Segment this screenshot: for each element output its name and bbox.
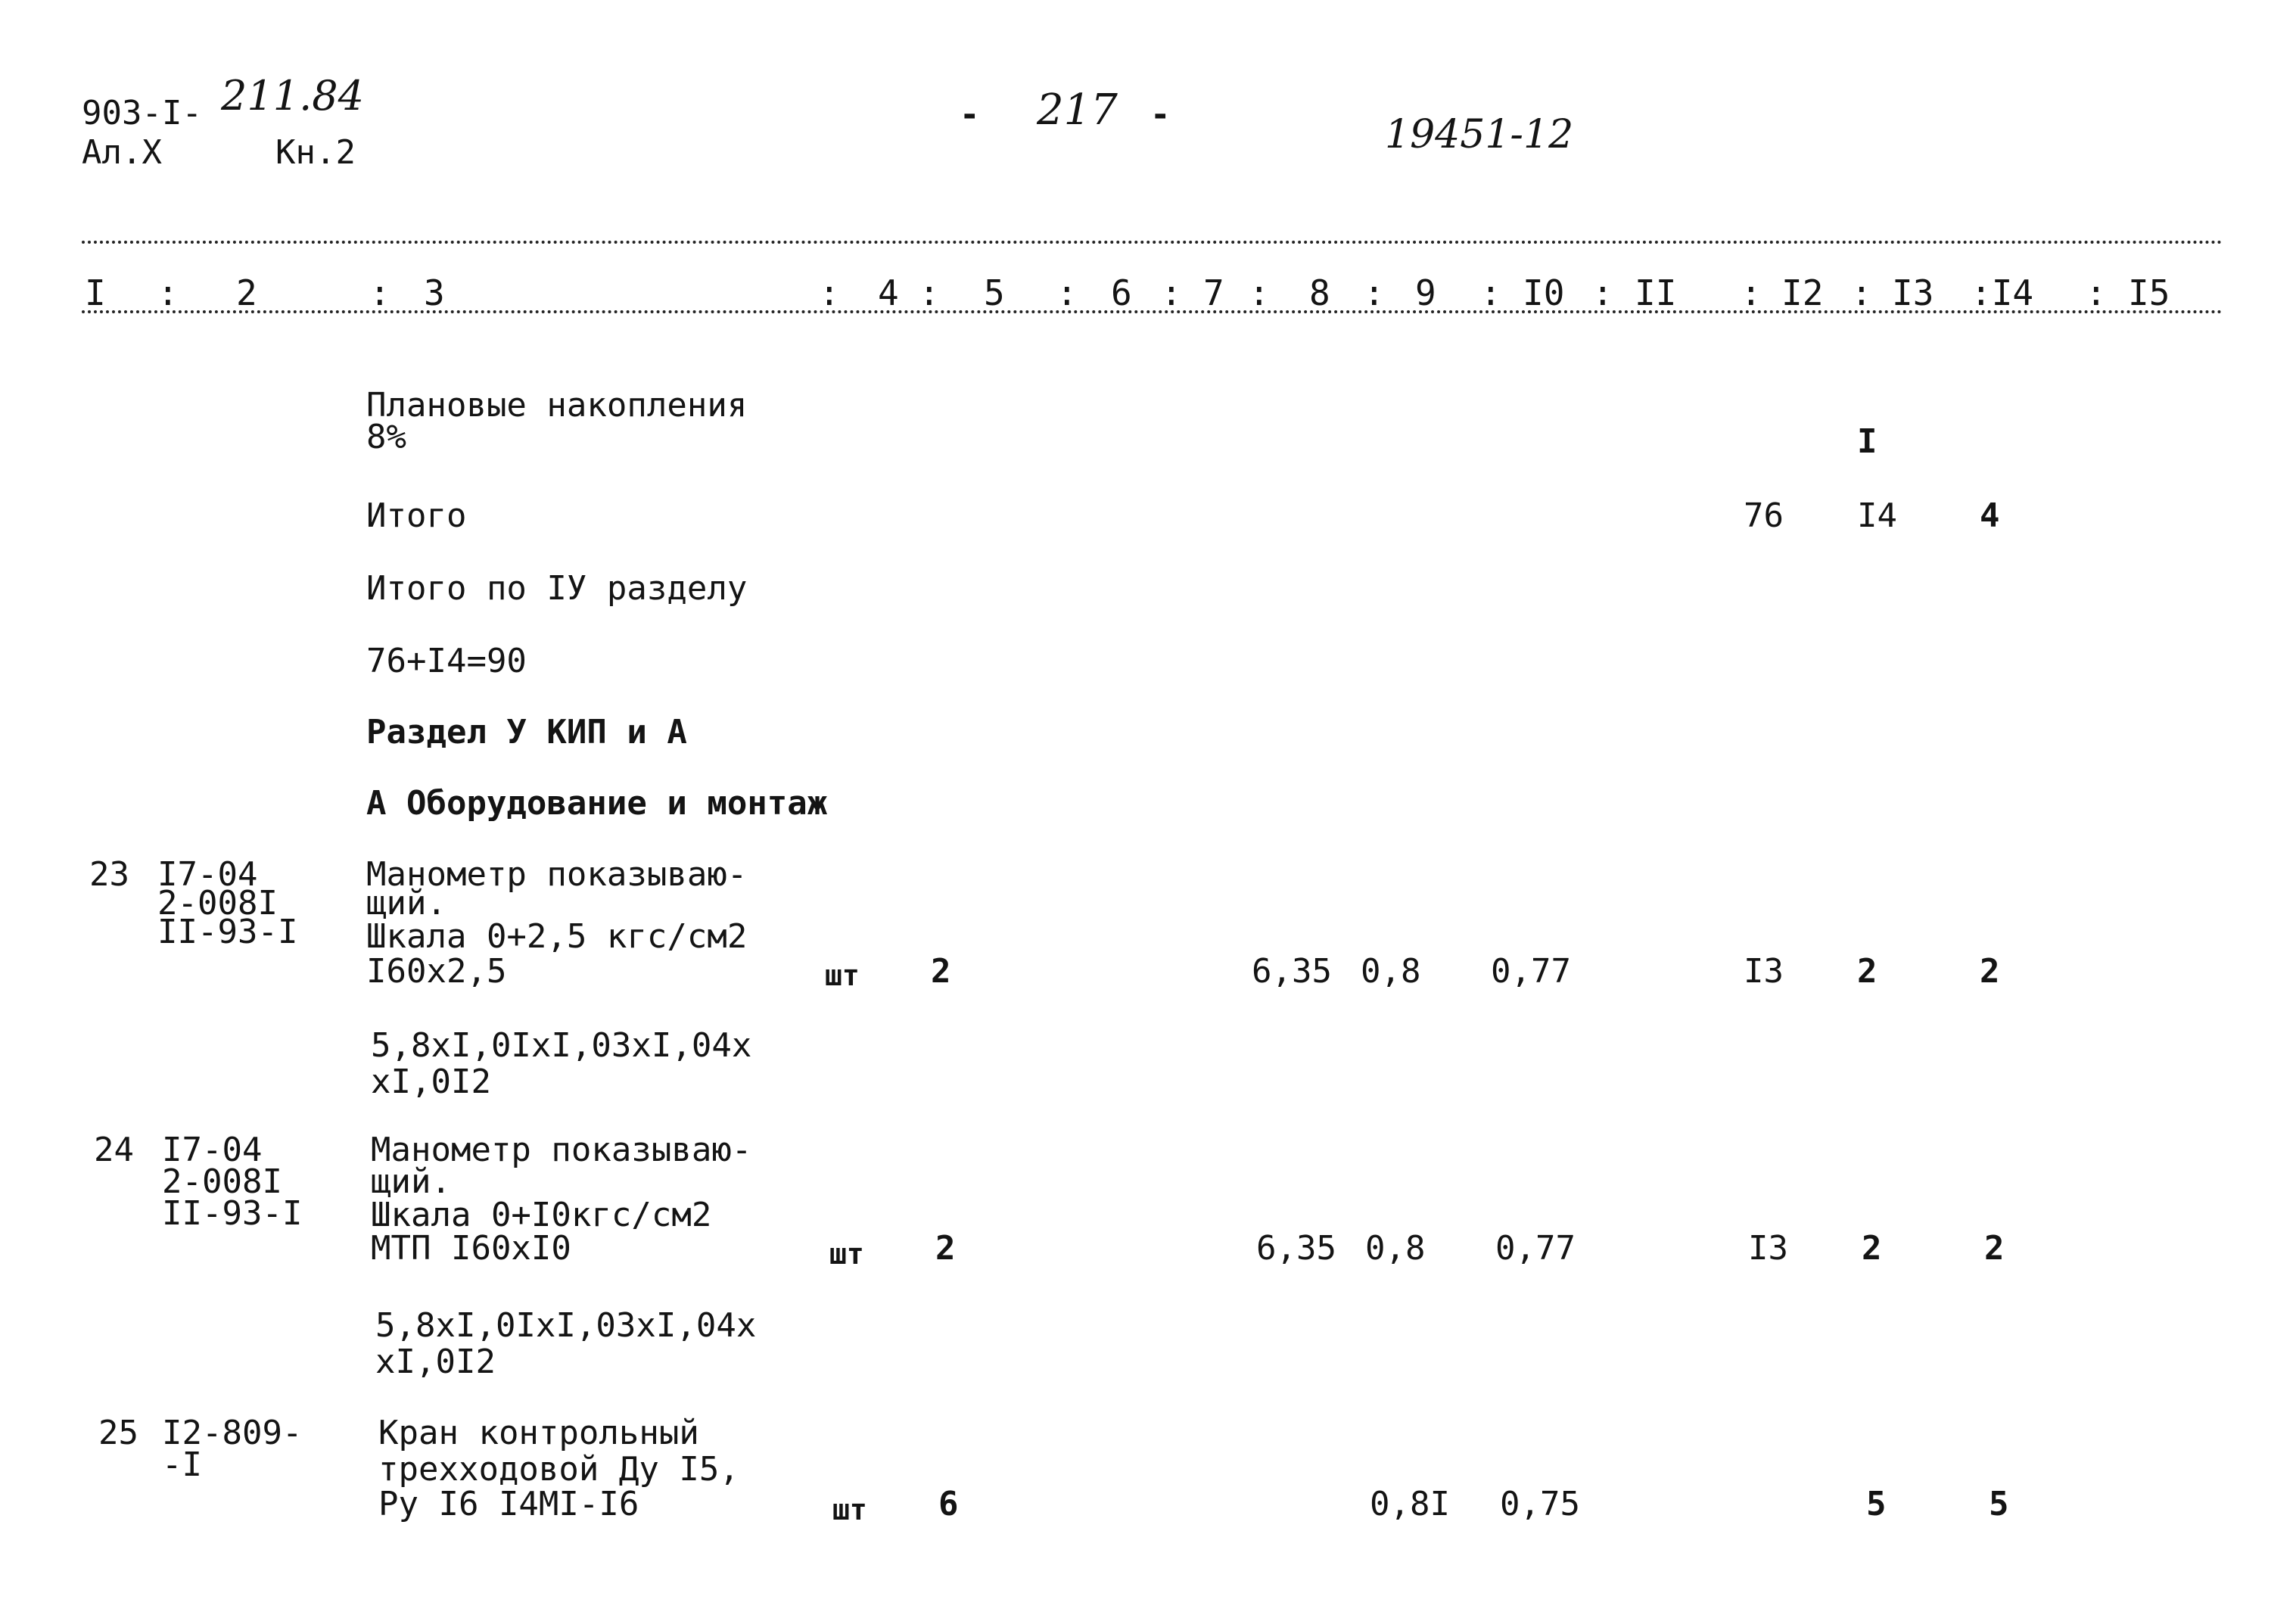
- item-col14: 5: [1989, 1485, 2009, 1523]
- col-header-14: :I4: [1971, 272, 2034, 313]
- col-sep: :: [919, 272, 940, 313]
- col-sep: :: [369, 272, 390, 313]
- col-header-15: I5: [2128, 272, 2170, 313]
- item-col10: 0,75: [1500, 1485, 1580, 1523]
- page-dash-left: -: [960, 95, 980, 134]
- col-header-2: 2: [236, 272, 257, 313]
- item-description-line: Кран контрольный: [378, 1414, 699, 1452]
- col-header-10: I0: [1523, 272, 1565, 313]
- item-quantity: 6: [938, 1485, 959, 1523]
- item-col12: I3: [1744, 952, 1784, 991]
- col-header-6: 6: [1111, 272, 1132, 313]
- item-formula-line: xI,0I2: [375, 1343, 496, 1381]
- item-description-line: Манометр показываю-: [366, 855, 748, 894]
- item-description-line: трехходовой Ду I5,: [378, 1450, 739, 1489]
- col-sep: :: [819, 272, 840, 313]
- item-col12: I3: [1748, 1229, 1788, 1268]
- section-total-label: Итого по IУ разделу: [366, 569, 748, 608]
- col-header-3: 3: [424, 272, 445, 313]
- item-col8: 6,35: [1252, 952, 1332, 991]
- doc-code: 903-I-: [82, 94, 202, 132]
- total-label: Итого: [366, 496, 467, 535]
- planned-savings-label: Плановые накопления: [366, 386, 748, 425]
- col-header-12: I2: [1781, 272, 1824, 313]
- item-col10: 0,77: [1491, 952, 1571, 991]
- doc-code-handwritten: 211.84: [221, 72, 364, 120]
- sheet-reference: 19451-12: [1385, 112, 1574, 157]
- item-description-line: щий.: [366, 884, 446, 923]
- col-sep: :: [1056, 272, 1078, 313]
- col-sep: :: [1741, 272, 1762, 313]
- item-quantity: 2: [935, 1229, 956, 1268]
- item-col9: 0,8I: [1370, 1485, 1450, 1523]
- item-formula-line: 5,8xI,0IxI,03xI,04x: [371, 1026, 752, 1065]
- col-sep: :: [157, 272, 179, 313]
- planned-savings-percent: 8%: [366, 418, 406, 456]
- item-col14: 2: [1980, 952, 2000, 991]
- item-unit: шт: [829, 1237, 864, 1271]
- col-sep: :: [2086, 272, 2107, 313]
- item-code-line: I7-04: [157, 855, 258, 894]
- item-description-line: Шкала 0+I0кгс/см2: [371, 1196, 712, 1234]
- item-description-line: щий.: [371, 1162, 451, 1201]
- item-unit: шт: [832, 1493, 867, 1526]
- item-quantity: 2: [931, 952, 951, 991]
- item-code-line: 2-008I: [157, 884, 278, 923]
- item-code-line: II-93-I: [157, 913, 298, 951]
- item-col14: 2: [1984, 1229, 2005, 1268]
- item-description-line: I60x2,5: [366, 952, 507, 991]
- section-heading: Раздел У КИП и А: [366, 713, 687, 751]
- page-dash-right: -: [1150, 95, 1171, 134]
- item-col9: 0,8: [1361, 952, 1421, 991]
- col-sep: :: [1592, 272, 1613, 313]
- item-col9: 0,8: [1365, 1229, 1426, 1268]
- col-sep: :: [1364, 272, 1385, 313]
- item-col8: 6,35: [1256, 1229, 1336, 1268]
- subsection-heading: А Оборудование и монтаж: [366, 784, 828, 823]
- item-code-line: -I: [162, 1445, 202, 1484]
- item-col13: 2: [1862, 1229, 1882, 1268]
- col-sep: :: [1480, 272, 1501, 313]
- page-number: 217: [1037, 86, 1118, 135]
- item-formula-line: 5,8xI,0IxI,03xI,04x: [375, 1306, 757, 1345]
- col-header-11: II: [1635, 272, 1677, 313]
- item-description-line: МТП I60xI0: [371, 1229, 571, 1268]
- col-sep: :: [1249, 272, 1270, 313]
- item-description-line: Манометр показываю-: [371, 1131, 752, 1169]
- header-bottom-rule: [82, 310, 2223, 313]
- col-header-9: 9: [1415, 272, 1436, 313]
- item-col13: 5: [1866, 1485, 1887, 1523]
- col-header-13: I3: [1892, 272, 1934, 313]
- item-code-line: I7-04: [162, 1131, 263, 1169]
- item-col13: 2: [1857, 952, 1878, 991]
- planned-savings-col13: I: [1857, 422, 1878, 461]
- col-sep: :: [1161, 272, 1182, 313]
- item-number: 24: [94, 1131, 134, 1169]
- item-number: 23: [89, 855, 129, 894]
- item-number: 25: [98, 1414, 138, 1452]
- item-description-line: Ру I6 I4МI-I6: [378, 1485, 639, 1523]
- item-description-line: Шкала 0+2,5 кгс/см2: [366, 917, 748, 956]
- col-sep: :: [1851, 272, 1872, 313]
- col-header-8: 8: [1309, 272, 1330, 313]
- col-header-7: 7: [1203, 272, 1224, 313]
- col-header-1: I: [85, 272, 106, 313]
- item-unit: шт: [825, 959, 860, 992]
- col-header-5: 5: [984, 272, 1005, 313]
- total-col13: I4: [1857, 496, 1897, 535]
- total-col12: 76: [1744, 496, 1784, 535]
- header-top-rule: [82, 241, 2223, 244]
- item-code-line: I2-809-: [162, 1414, 303, 1452]
- album-label: Ал.Х: [82, 133, 162, 172]
- item-formula-line: xI,0I2: [371, 1063, 491, 1101]
- item-col10: 0,77: [1495, 1229, 1576, 1268]
- book-label: Кн.2: [275, 133, 356, 172]
- item-code-line: II-93-I: [162, 1194, 303, 1233]
- col-header-4: 4: [878, 272, 899, 313]
- section-total-formula: 76+I4=90: [366, 642, 527, 680]
- total-col14: 4: [1980, 496, 2000, 535]
- item-code-line: 2-008I: [162, 1162, 282, 1201]
